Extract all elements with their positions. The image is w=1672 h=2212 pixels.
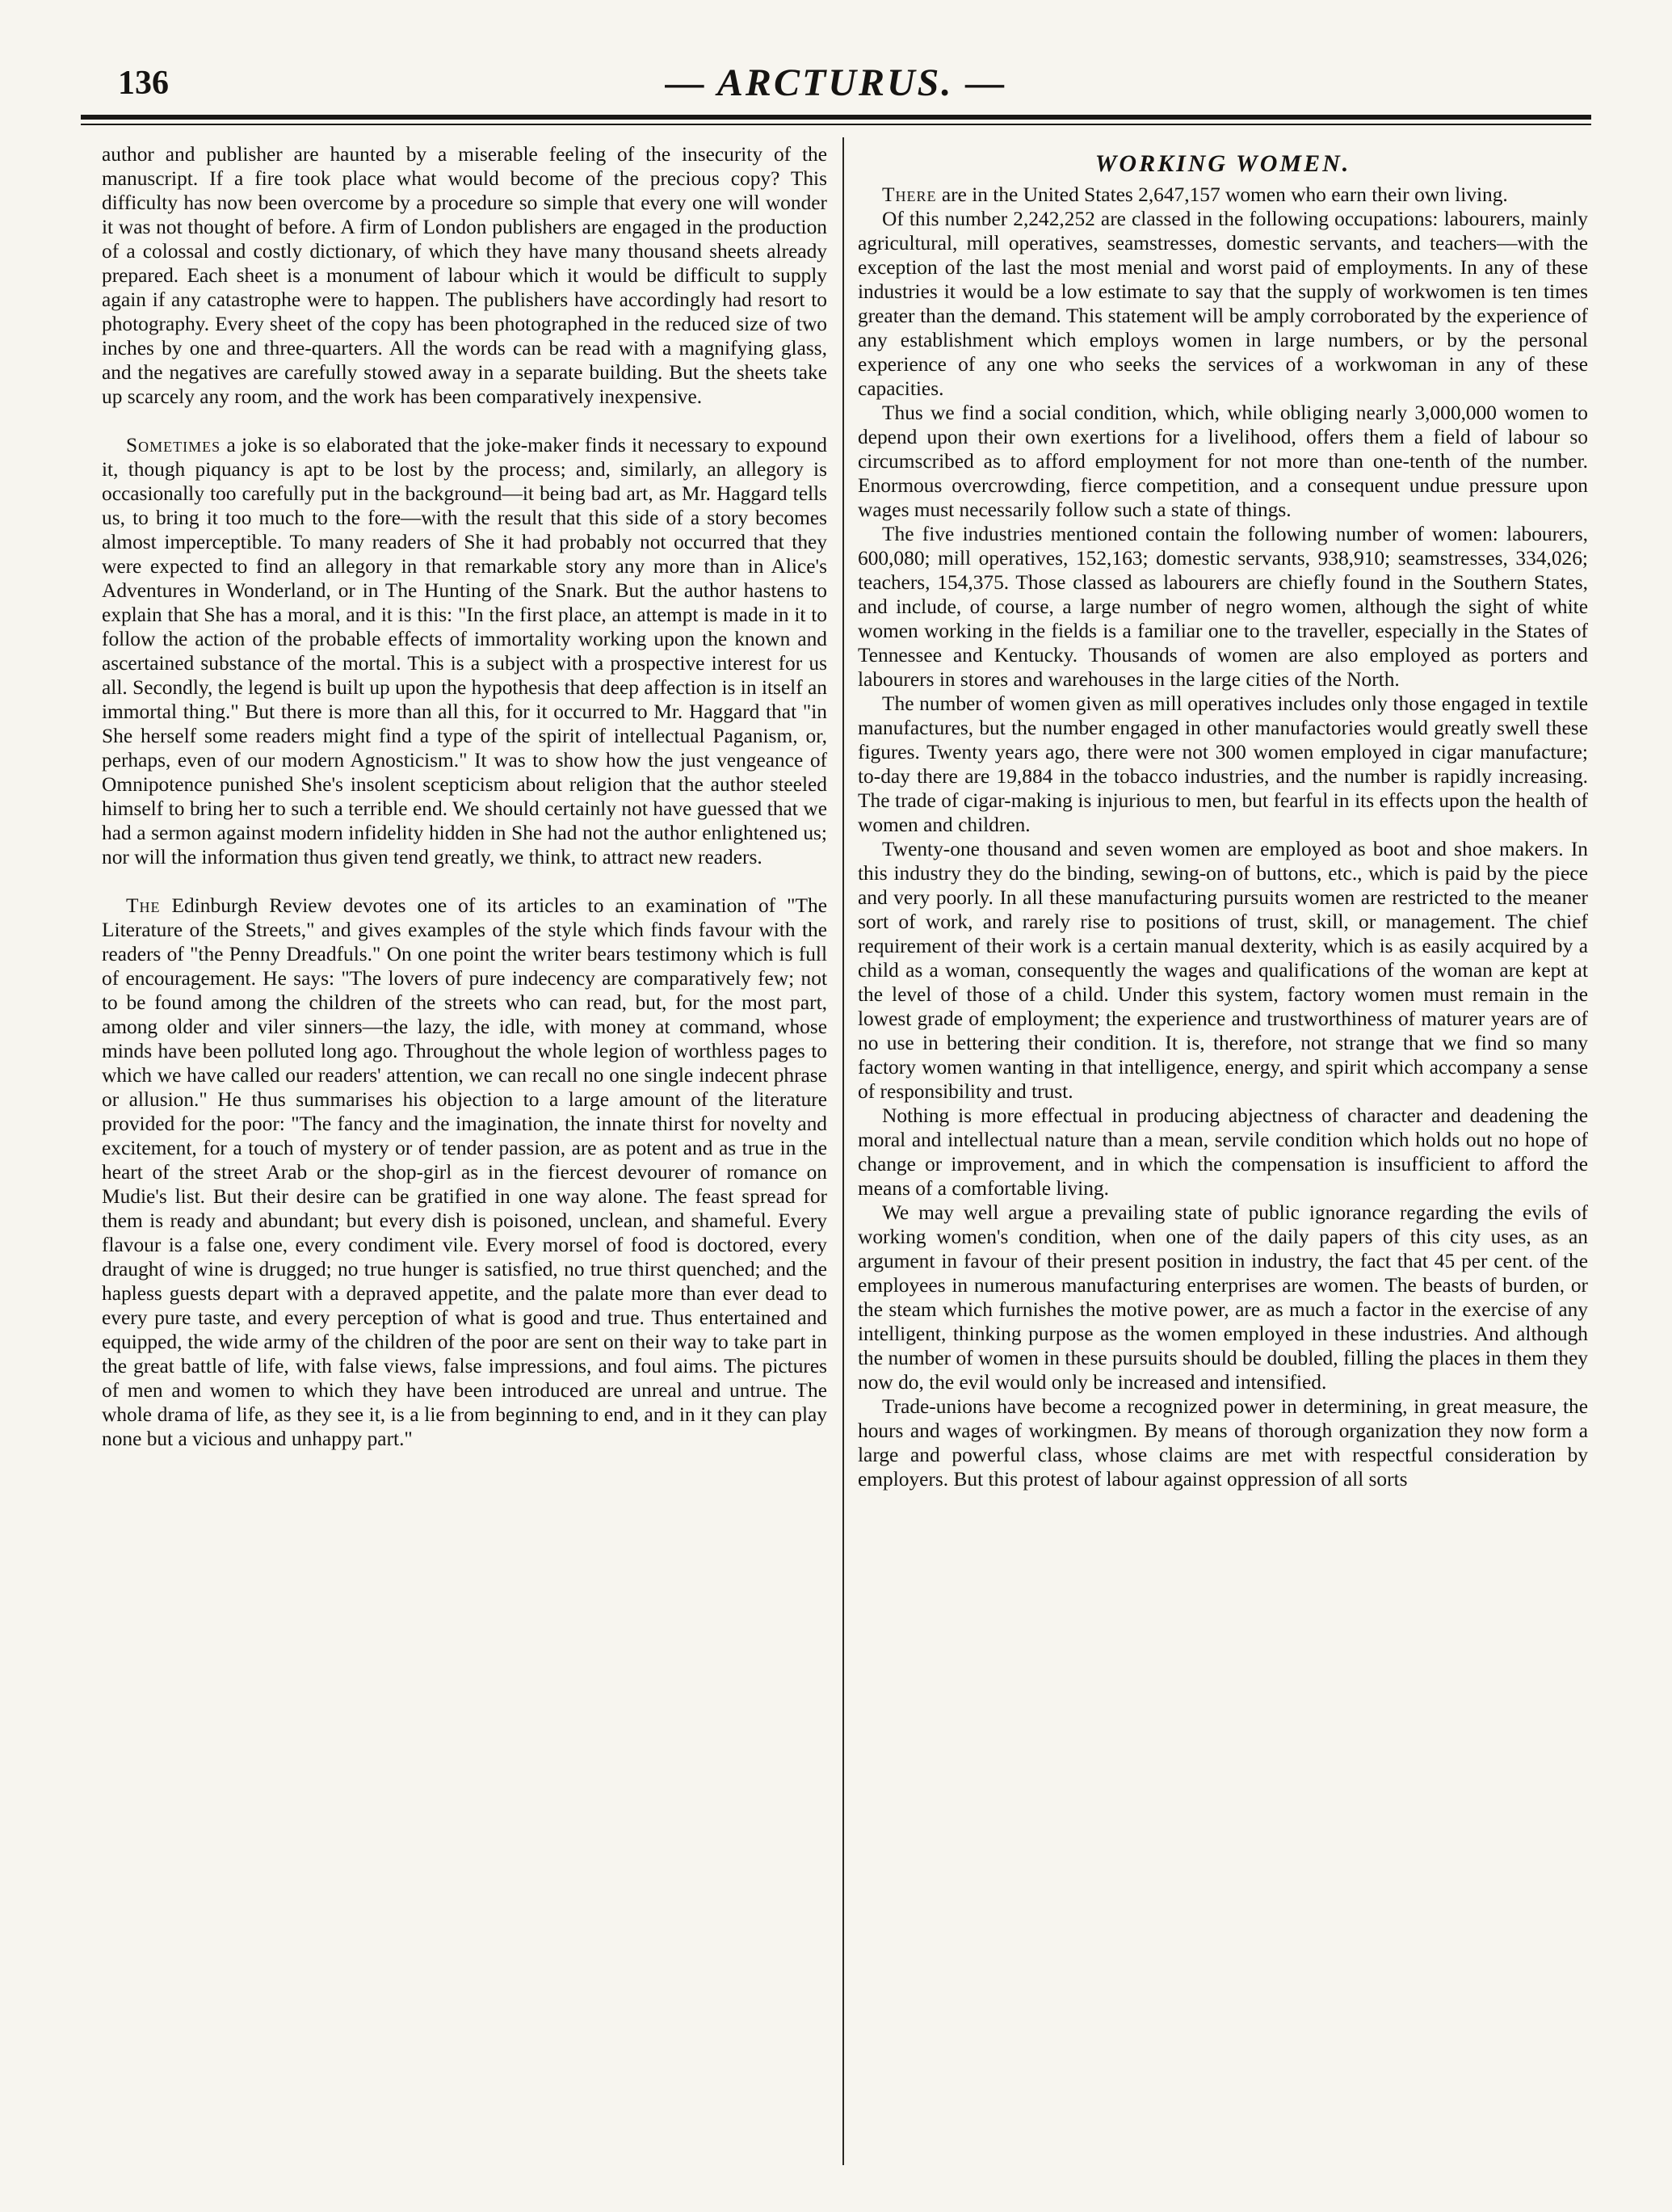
- left-column: [102, 142, 827, 2162]
- paragraph-intro: [858, 183, 1588, 207]
- right-column: [858, 142, 1588, 2162]
- paragraph-photography: author and publisher are haunted by a miserable feeling of the insecurity of the manuscript. If a fire took place what would become of the precious copy? This difficulty has now been overcome by a procedure so simple that every one will wonder it was not thought of before. A firm of London publishers are engaged in the production of a colossal and costly dictionary, of which they have many thousand sheets already prepared. Each sheet is a monument of labour which it would be difficult to supply again if any catastrophe were to happen. The publishers have accordingly had resort to photography. Every sheet of the copy has been photographed in the reduced size of two inches by one and three-quarters. All the words can be read with a magnifying glass, and the negatives are carefully stowed away in a separate building. But the sheets take up scarcely any room, and the work has been comparatively inexpensive.: [102, 143, 827, 408]
- article-title: WORKING WOMEN.: [1094, 150, 1351, 177]
- paragraph-lead-word: There: [882, 183, 937, 206]
- header-rule-thin: [81, 124, 1591, 125]
- paragraph-edinburgh-review: [102, 894, 827, 1451]
- paragraph-boot-shoe: Twenty-one thousand and seven women are employed as boot and shoe makers. In this industry they do the binding, sewing-on of buttons, etc., which is paid by the piece and very poorly. In all these manufacturing pursuits women are restricted to the meaner sort of work, and rarely rise to positions of trust, skill, or management. The chief requirement of their work is a certain manual dexterity, which is as easily acquired by a child as a woman, consequently the wages and qualifications of the woman are kept at the level of those of a child. Under this system, factory women must remain in the lowest grade of employment; the experience and trustworthiness of maturer years are of no use in bettering their condition. It is, therefore, not strange that we find so many factory women wanting in that intelligence, energy, and spirit which accompany a sense of responsibility and trust.: [858, 838, 1588, 1103]
- column-divider: [842, 137, 844, 2165]
- paragraph-body: are in the United States 2,647,157 women who earn their own living.: [936, 183, 1508, 206]
- paragraph-occupations: Of this number 2,242,252 are classed in the following occupations: labourers, mainly agricultural, mill operatives, seamstresses, domestic servants, and teachers—with the exception of the last the most menial and worst paid of employments. In any of these industries it would be a low estimate to say that the supply of workwomen is ten times greater than the demand. This statement will be amply corroborated by the experience of any establishment which employs women in large numbers, or by the personal experience of any one who seeks the services of a workwoman in any of these capacities.: [858, 208, 1588, 400]
- paragraph-abjectness: Nothing is more effectual in producing abjectness of character and deadening the moral and intellectual nature than a mean, servile condition which holds out no hope of change or improvement, and in which the compensation is insufficient to afford the means of a comfortable living.: [858, 1104, 1588, 1200]
- paragraph-mill-operatives: The number of women given as mill operatives includes only those engaged in textile manufactures, but the number engaged in other manufactories would greatly swell these figures. Twenty years ago, there were not 300 women employed in cigar manufacture; to-day there are 19,884 in the tobacco industries, and the number is rapidly increasing. The trade of cigar-making is injurious to men, but fearful in its effects upon the health of women and children.: [858, 692, 1588, 836]
- paragraph-social-condition: Thus we find a social condition, which, while obliging nearly 3,000,000 women to depend upon their own exertions for a livelihood, offers them a field of labour so circumscribed as to afford employment for not more than one-tenth of the number. Enormous overcrowding, fierce competition, and a consequent undue pressure upon wages must necessarily follow such a state of things.: [858, 402, 1588, 521]
- paragraph-haggard-allegory: [102, 433, 827, 869]
- paragraph-public-ignorance: We may well argue a prevailing state of public ignorance regarding the evils of working women's condition, when one of the daily papers of this city uses, as an argument in favour of their present position in industry, the fact that 45 per cent. of the employees in numerous manufacturing enterprises are women. The beasts of burden, or the steam which furnishes the motive power, are as much a factor in the exercise of any intelligent, thinking purpose as the women employed in these industries. And although the number of women in these pursuits should be doubled, filling the places in them they now do, the evil would only be increased and intensified.: [858, 1201, 1588, 1394]
- header-rule-thick: [81, 115, 1591, 120]
- paragraph-lead-word: The: [126, 894, 161, 917]
- paragraph-trade-unions: Trade-unions have become a recognized power in determining, in great measure, the hours and wages of workingmen. By means of thorough organization they now form a large and powerful class, whose claims are met with respectful consideration by employers. But this protest of labour against oppression of all sorts: [858, 1395, 1588, 1491]
- running-title: — ARCTURUS. —: [665, 61, 1007, 104]
- paragraph-body: Edinburgh Review devotes one of its articles to an examination of "The Literature of the Streets," and gives examples of the style which finds favour with the readers of "the Penny Dreadfuls." On one point the writer bears testimony which is full of encouragement. He says: "The lovers of pure indecency are comparatively few; not to be found among the children of the streets who can read, but, for the most part, among older and viler sinners—the lazy, the idle, with money at command, whose minds have been polluted long ago. Throughout the whole legion of worthless pages to which we have called our readers' attention, we can recall no one single indecent phrase or allusion." He thus summarises his objection to a large amount of the literature provided for the poor: "The fancy and the imagination, the innate thirst for novelty and excitement, for a touch of mystery or of tender passion, are as potent and as true in the heart of the street Arab or the shop-girl as in the fiercest devourer of romance on Mudie's list. But their desire can be gratified in one way alone. The feast spread for them is ready and abundant; but every dish is poisoned, unclean, and shameful. Every flavour is a false one, every condiment vile. Every morsel of food is doctored, every draught of wine is drugged; no true hunger is satisfied, no true thirst quenched; and the hapless guests depart with a depraved appetite, and the palate more than ever dead to every pure taste, and every perception of what is good and true. Thus entertained and equipped, the wide army of the children of the poor are sent on their way to take part in the great battle of life, with false views, false impressions, and foul aims. The pictures of men and women to which they have been introduced are unreal and untrue. The whole drama of life, as they see it, is a lie from beginning to end, and in it they can play none but a vicious and unhappy part.": [102, 894, 827, 1450]
- page-header: [81, 61, 1591, 109]
- paragraph-lead-word: Sometimes: [126, 434, 221, 456]
- paragraph-body: a joke is so elaborated that the joke-maker finds it necessary to expound it, though piquancy is apt to be lost by the process; and, similarly, an allegory is occasionally too carefully put in the background—it being bad art, as Mr. Haggard tells us, to bring it too much to the fore—with the result that this side of a story becomes almost imperceptible. To many readers of She it had probably not occurred that they were expected to find an allegory in that remarkable story any more than in Alice's Adventures in Wonderland, or in The Hunting of the Snark. But the author hastens to explain that She has a moral, and it is this: "In the first place, an attempt is made in it to follow the action of the probable effects of immortality working upon the known and ascertained substance of the mortal. This is a subject with a prospective interest for us all. Secondly, the legend is built up upon the hypothesis that deep affection is in itself an immortal thing." But there is more than all this, for it occurred to Mr. Haggard that "in She herself some readers might find a type of the spirit of intellectual Paganism, or, perhaps, even of our modern Agnosticism." It was to show how the just vengeance of Omnipotence punished She's insolent scepticism about religion that the author steeled himself to bring her to such a terrible end. We should certainly not have guessed that we had a sermon against modern infidelity hidden in She had not the author enlightened us; nor will the information thus given tend greatly, we think, to attract new readers.: [102, 434, 827, 868]
- paragraph-five-industries: The five industries mentioned contain the following number of women: labourers, 600,080; mill operatives, 152,163; domestic servants, 938,910; seamstresses, 334,026; teachers, 154,375. Those classed as labourers are chiefly found in the Southern States, and include, of course, a large number of negro women, although the sight of white women working in the fields is a familiar one to the traveller, especially in the States of Tennessee and Kentucky. Thousands of women are also employed as porters and labourers in stores and warehouses in the large cities of the North.: [858, 523, 1588, 691]
- page-number: 136: [118, 65, 169, 102]
